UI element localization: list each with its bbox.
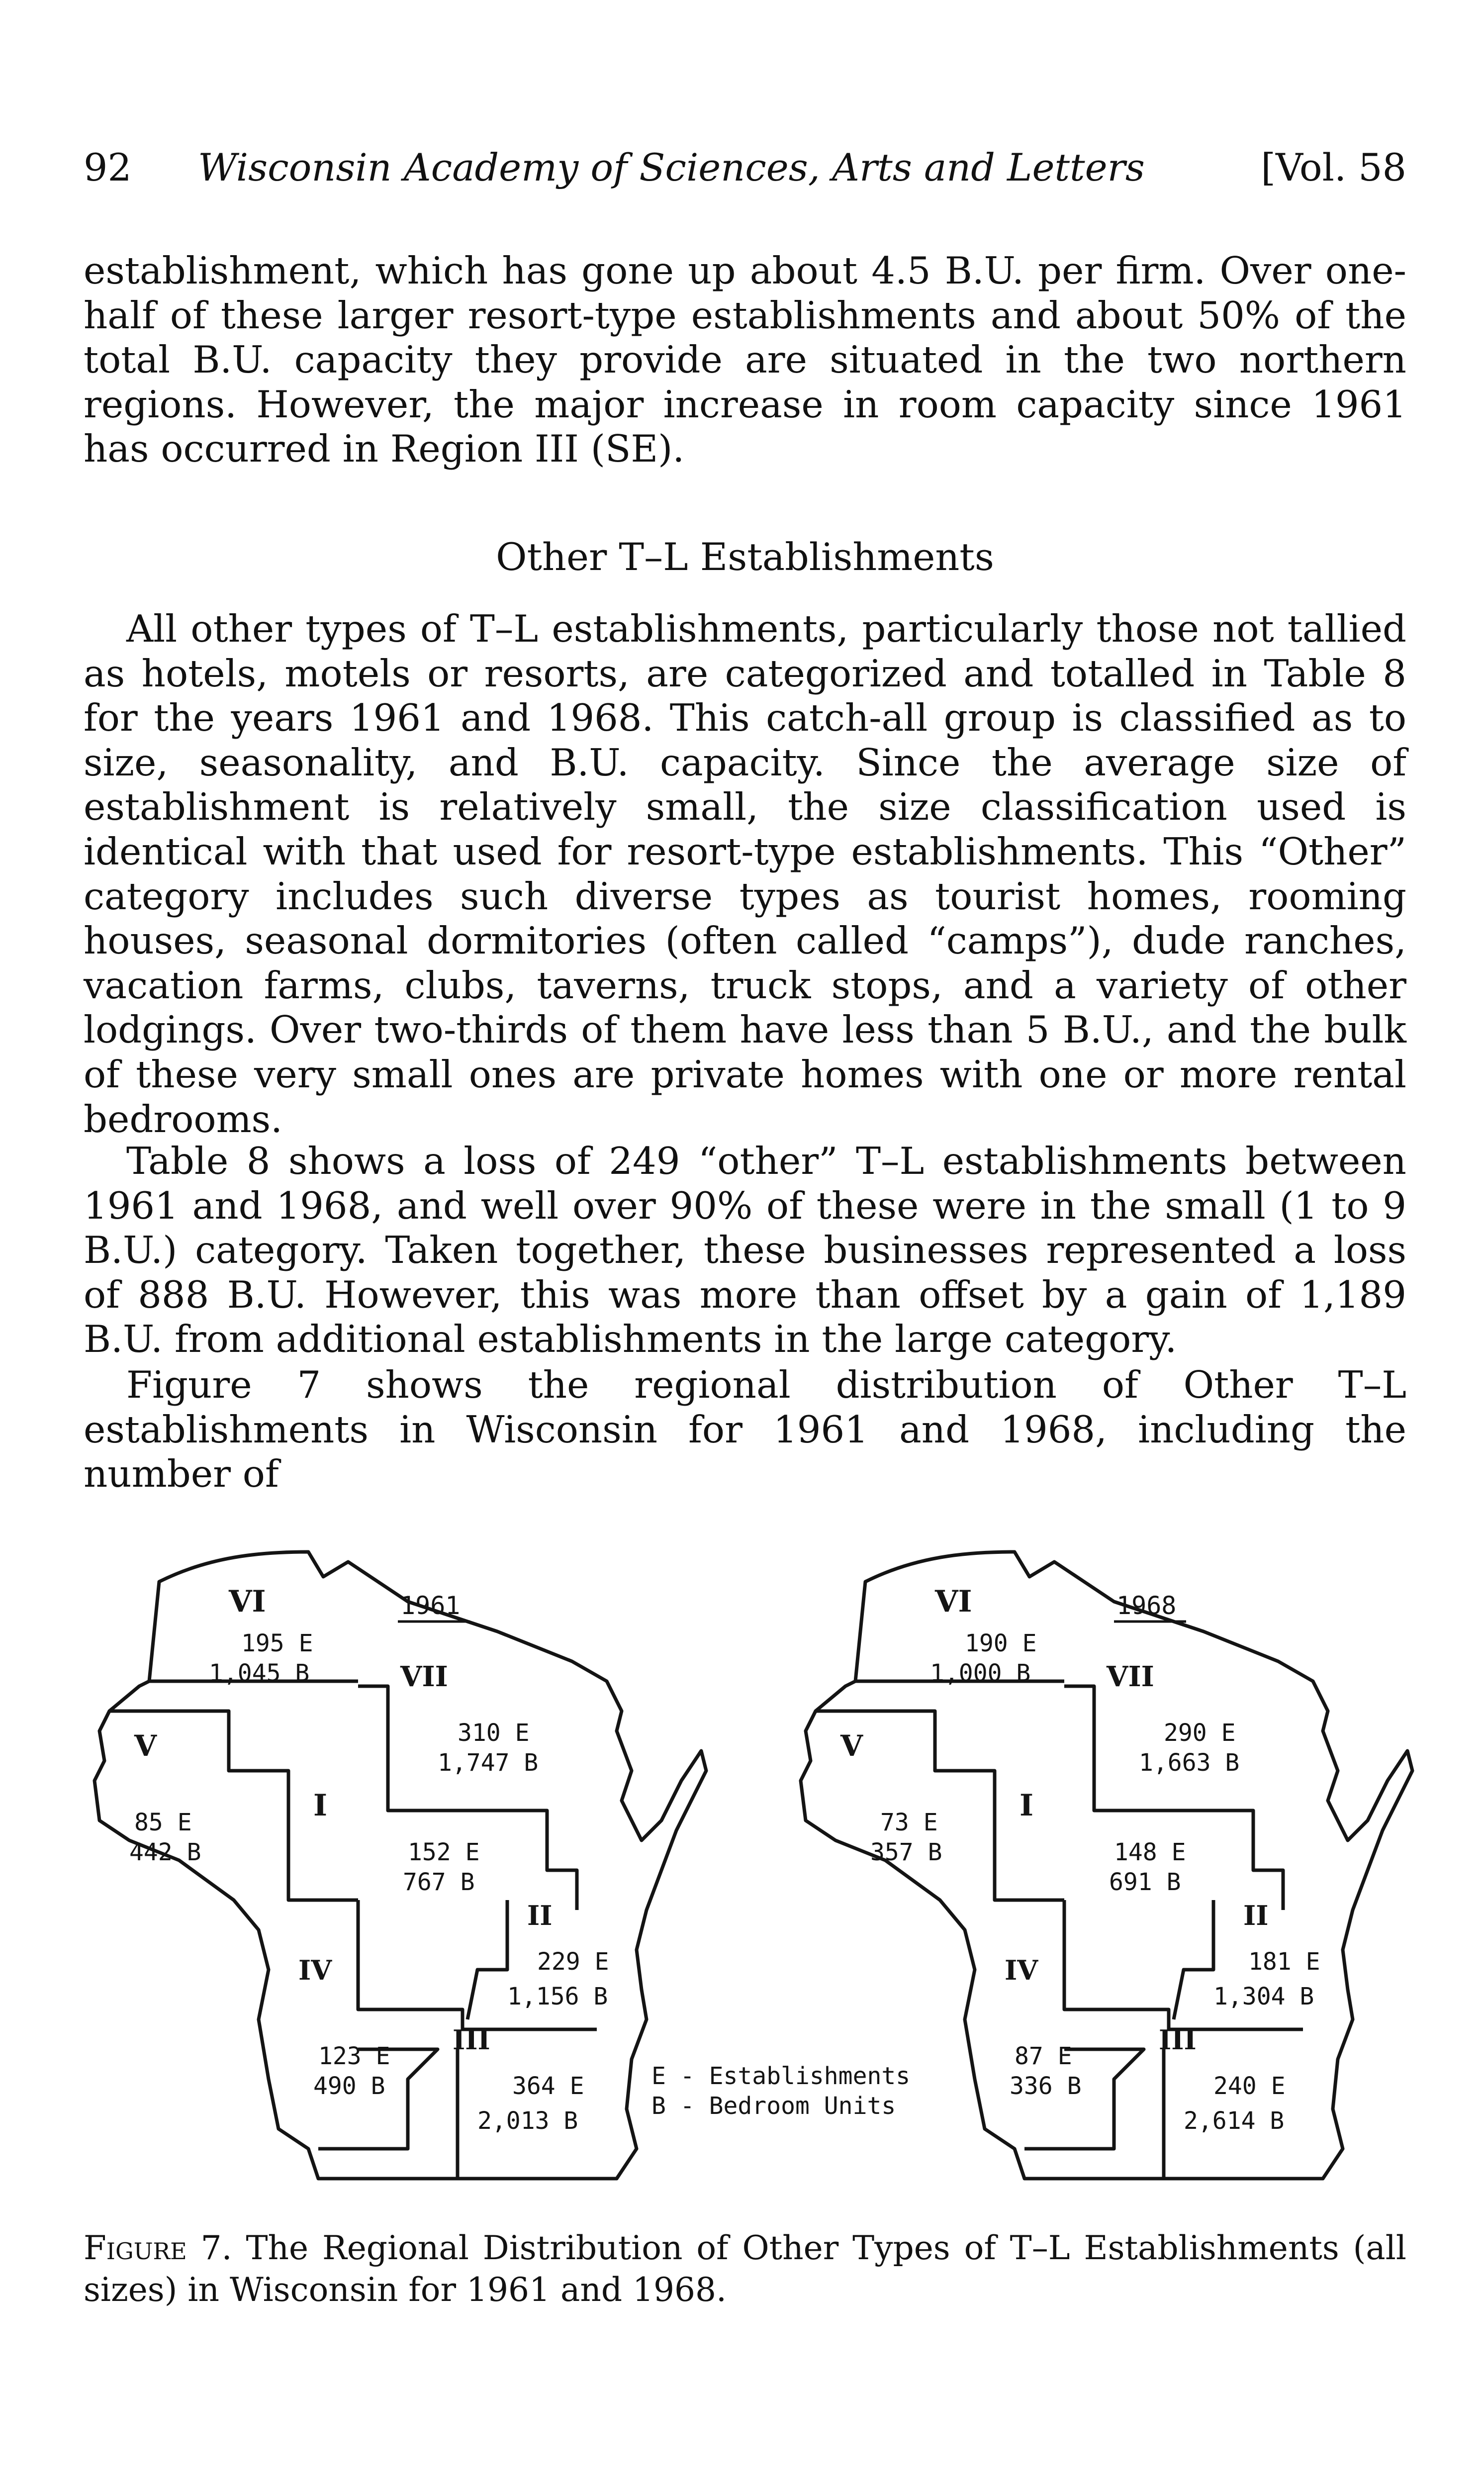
map-1961 xyxy=(94,1552,706,2179)
region-iv-bedrooms-1968: 336 B xyxy=(1010,2072,1082,2100)
paragraph-2: All other types of T–L establishments, particularly those not tallied as hotels, motels or resorts, are categorized and totalled in Table 8 for the years 1961 and 1968. This catch-all group is classified as to size, seasonality, and B.U. capacity. Since the average size of establishment is relatively small, the size classification used is identical with that used for resort-type establishments. This “Other” category includes such diverse types as tourist homes, rooming houses, seasonal dormitories (often called “camps”), dude ranches, vacation farms, clubs, taverns, truck stops, and a variety of other lodgings. Over two-thirds of them have less than 5 B.U., and the bulk of these very small ones are private homes with one or more rental bedrooms. xyxy=(84,607,1406,1141)
running-header xyxy=(84,140,1406,195)
region-vii-numeral-1961: VII xyxy=(400,1660,448,1693)
figure-caption xyxy=(84,2227,1406,2311)
region-vii-bedrooms-1968: 1,663 B xyxy=(1139,1749,1240,1777)
region-v-numeral-1968: V xyxy=(840,1729,863,1763)
region-ii-establishments-1961: 229 E xyxy=(537,1948,609,1976)
year-label-1961: 1961 xyxy=(400,1591,461,1620)
region-vi-bedrooms-1968: 1,000 B xyxy=(930,1659,1031,1687)
region-i-bedrooms-1961: 767 B xyxy=(403,1868,475,1896)
region-ii-numeral-1961: II xyxy=(527,1900,553,1931)
region-vi-establishments-1968: 190 E xyxy=(965,1629,1037,1657)
region-i-establishments-1968: 148 E xyxy=(1114,1838,1186,1866)
region-vii-establishments-1961: 310 E xyxy=(458,1719,530,1747)
section-title: Other T–L Establishments xyxy=(496,535,994,579)
legend-bedroom-units: B - Bedroom Units xyxy=(651,2092,896,2120)
region-iii-bedrooms-1961: 2,013 B xyxy=(477,2107,578,2135)
region-i-bedrooms-1968: 691 B xyxy=(1109,1868,1181,1896)
region-iv-establishments-1968: 87 E xyxy=(1015,2042,1072,2070)
region-vii-numeral-1968: VII xyxy=(1107,1660,1154,1693)
journal-title: Wisconsin Academy of Sciences, Arts and Letters xyxy=(198,145,1145,190)
region-iii-bedrooms-1968: 2,614 B xyxy=(1184,2107,1285,2135)
region-vii-establishments-1968: 290 E xyxy=(1164,1719,1236,1747)
region-iii-numeral-1961: III xyxy=(453,2024,490,2056)
region-iii-establishments-1968: 240 E xyxy=(1213,2072,1286,2100)
region-vi-numeral-1961: VI xyxy=(229,1584,266,1619)
region-vi-bedrooms-1961: 1,045 B xyxy=(209,1659,310,1687)
region-vi-establishments-1961: 195 E xyxy=(241,1629,313,1657)
region-ii-bedrooms-1968: 1,304 B xyxy=(1213,1983,1314,2010)
region-v-bedrooms-1968: 357 B xyxy=(870,1838,942,1866)
year-label-1968: 1968 xyxy=(1116,1591,1177,1620)
region-i-numeral-1968: I xyxy=(1020,1788,1034,1823)
volume-label: [Vol. 58 xyxy=(1261,145,1406,190)
region-v-establishments-1968: 73 E xyxy=(880,1809,938,1836)
region-iii-establishments-1961: 364 E xyxy=(512,2072,584,2100)
region-iv-numeral-1968: IV xyxy=(1005,1954,1038,1986)
region-v-establishments-1961: 85 E xyxy=(134,1809,192,1836)
region-ii-numeral-1968: II xyxy=(1243,1900,1269,1931)
caption-text: The Regional Distribution of Other Types of T–L Establishments (all sizes) in Wisconsin for 1961 and 1968. xyxy=(84,2229,1406,2309)
paragraph-4: Figure 7 shows the regional distribution of Other T–L establishments in Wisconsin for 1961 and 1968, including the number of xyxy=(84,1363,1406,1496)
region-iv-establishments-1961: 123 E xyxy=(318,2042,390,2070)
region-i-numeral-1961: I xyxy=(313,1788,328,1823)
region-iv-bedrooms-1961: 490 B xyxy=(313,2072,385,2100)
region-ii-establishments-1968: 181 E xyxy=(1248,1948,1320,1976)
region-vi-numeral-1968: VI xyxy=(935,1584,972,1619)
region-ii-bedrooms-1961: 1,156 B xyxy=(507,1983,608,2010)
paragraph-3: Table 8 shows a loss of 249 “other” T–L establishments between 1961 and 1968, and well over 90% of these were in the small (1 to 9 B.U.) category. Taken together, these businesses represented a loss of 888 B.U. However, this was more than offset by a gain of 1,189 B.U. from additional establishments in the large category. xyxy=(84,1139,1406,1361)
region-iii-numeral-1968: III xyxy=(1159,2024,1197,2056)
legend-establishments: E - Establishments xyxy=(651,2062,911,2090)
region-i-establishments-1961: 152 E xyxy=(408,1838,480,1866)
region-v-numeral-1961: V xyxy=(134,1729,157,1763)
figure-7-maps xyxy=(0,1522,1484,2223)
paragraph-1: establishment, which has gone up about 4.5 B.U. per firm. Over one-half of these larger resort-type establishments and about 50% of the total B.U. capacity they provide are situated in the two northern regions. However, the major increase in room capacity since 1961 has occurred in Region III (SE). xyxy=(84,249,1406,471)
region-v-bedrooms-1961: 442 B xyxy=(129,1838,201,1866)
region-iv-numeral-1961: IV xyxy=(298,1954,332,1986)
page-number: 92 xyxy=(84,145,132,190)
region-vii-bedrooms-1961: 1,747 B xyxy=(438,1749,539,1777)
caption-label: Figure 7. xyxy=(84,2229,232,2267)
